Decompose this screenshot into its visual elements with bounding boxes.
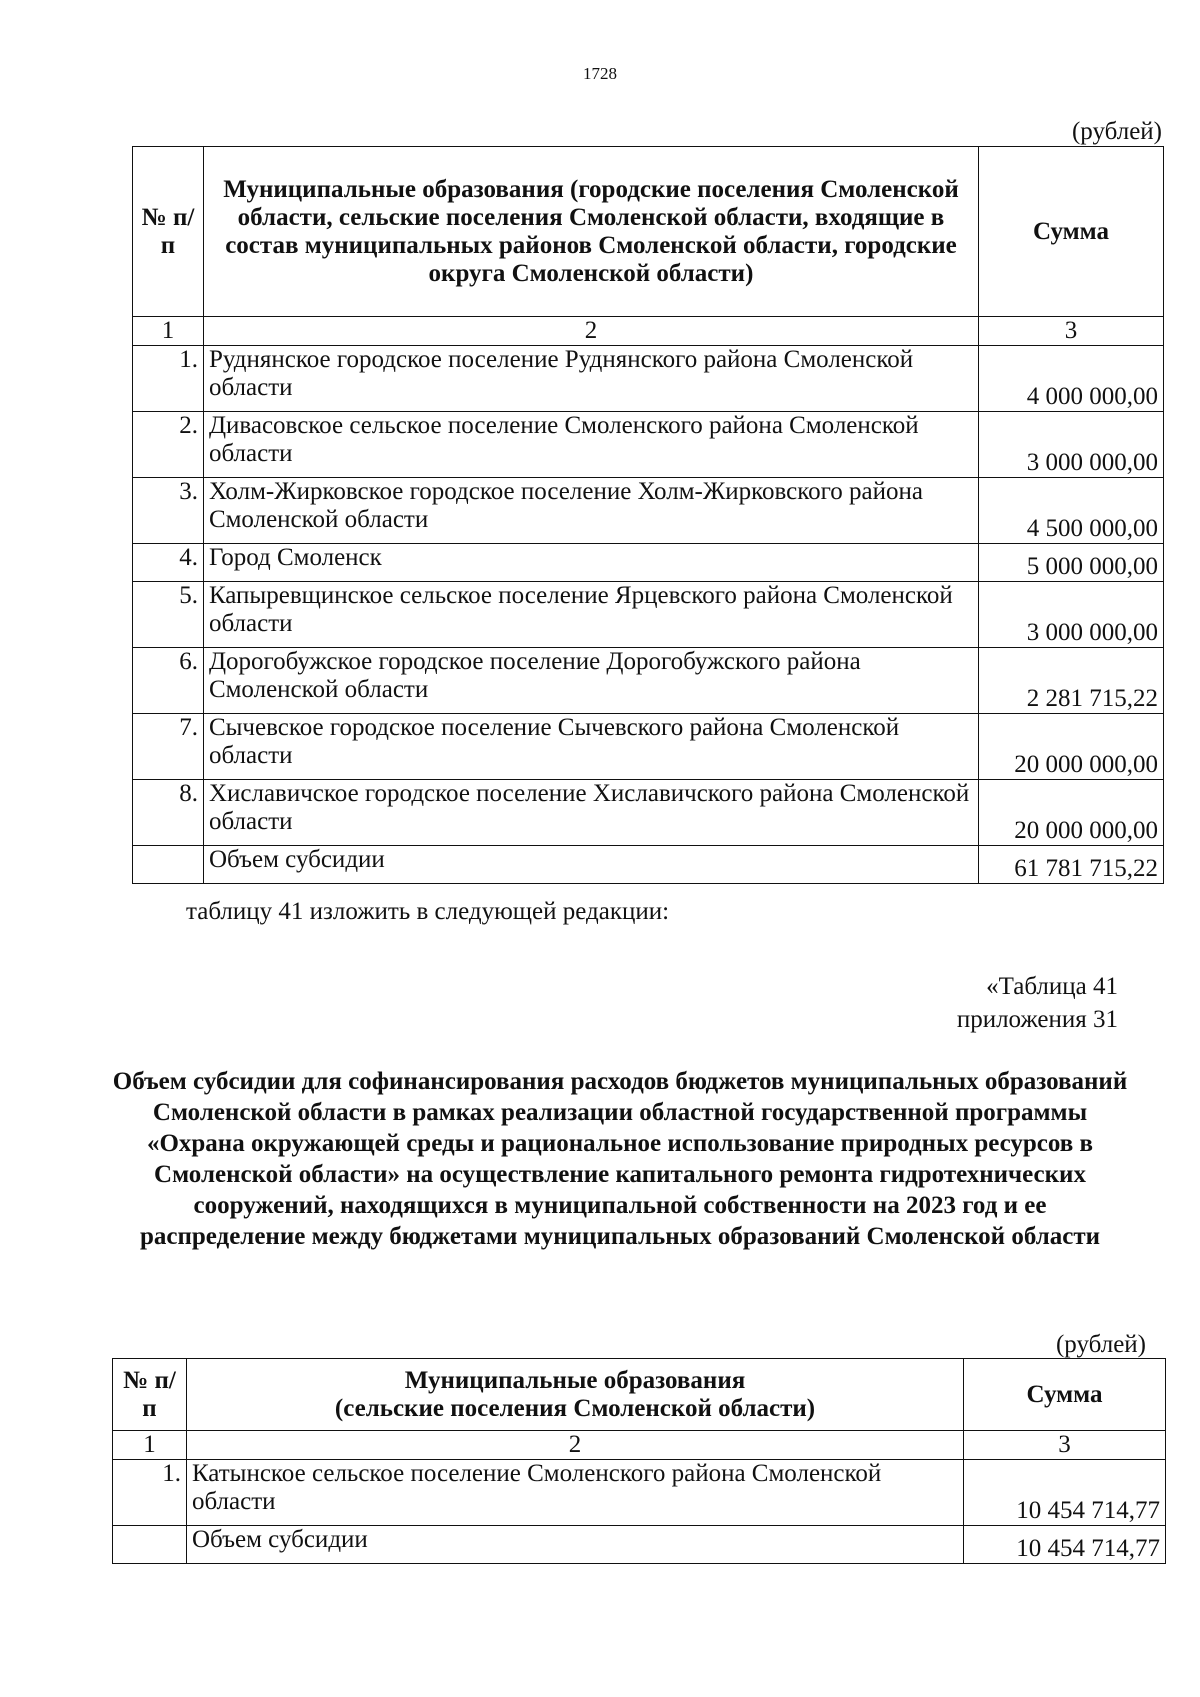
- table1-header-num: № п/п: [133, 147, 204, 317]
- row-number: [133, 846, 204, 884]
- table2-header-name-line: (сельские поселения Смоленской области): [334, 1394, 816, 1422]
- table2-index-cell: 3: [964, 1431, 1166, 1460]
- table1-units: (рублей): [1071, 118, 1162, 145]
- table1-index-cell: 2: [203, 317, 978, 346]
- row-sum: 3 000 000,00: [979, 412, 1164, 478]
- table-row: [133, 582, 1164, 648]
- row-sum: 10 454 714,77: [964, 1460, 1166, 1526]
- row-number: 8.: [133, 780, 204, 846]
- row-name: Холм-Жирковское городское поселение Холм-Жирковского района Смоленской области: [203, 478, 978, 544]
- table2-index-row: [113, 1431, 1166, 1460]
- table-row: [133, 412, 1164, 478]
- row-sum: 20 000 000,00: [979, 780, 1164, 846]
- instruction-text: таблицу 41 изложить в следующей редакции:: [186, 898, 670, 925]
- row-name: Сычевское городское поселение Сычевского района Смоленской области: [203, 714, 978, 780]
- row-sum: 4 500 000,00: [979, 478, 1164, 544]
- table-row: [133, 544, 1164, 582]
- row-sum: 4 000 000,00: [979, 346, 1164, 412]
- table1: [132, 146, 1164, 884]
- table1-header-name: Муниципальные образования (городские поселения Смоленской области, сельские поселения Смоленской области, входящие в состав муниципальных районов Смоленской области, городские округа Смоленской области): [203, 147, 978, 317]
- table-row: [133, 780, 1164, 846]
- row-name: Дивасовское сельское поселение Смоленского района Смоленской области: [203, 412, 978, 478]
- row-number: 2.: [133, 412, 204, 478]
- table-reference-line: приложения 31: [956, 1006, 1118, 1033]
- total-label: Объем субсидии: [203, 846, 978, 884]
- row-number: 1.: [113, 1460, 187, 1526]
- table2-header-sum: Сумма: [964, 1359, 1166, 1431]
- table-row: [133, 346, 1164, 412]
- table2-header-name-line: Муниципальные образования: [404, 1366, 746, 1394]
- table2-header-name: [186, 1359, 963, 1431]
- table2-index-cell: 1: [113, 1431, 187, 1460]
- table-row: [113, 1460, 1166, 1526]
- table-row: [133, 478, 1164, 544]
- table-reference: [957, 970, 1118, 1036]
- table2-units: (рублей): [1055, 1331, 1146, 1358]
- table1-header-sum: Сумма: [979, 147, 1164, 317]
- row-number: [113, 1526, 187, 1564]
- table1-index-cell: 3: [979, 317, 1164, 346]
- row-sum: 20 000 000,00: [979, 714, 1164, 780]
- page-number: 1728: [583, 64, 617, 83]
- row-sum: 2 281 715,22: [979, 648, 1164, 714]
- row-number: 4.: [133, 544, 204, 582]
- row-number: 5.: [133, 582, 204, 648]
- table-row: [133, 648, 1164, 714]
- table2: [112, 1358, 1166, 1564]
- row-number: 7.: [133, 714, 204, 780]
- row-name: Город Смоленск: [203, 544, 978, 582]
- row-name: Капыревщинское сельское поселение Ярцевского района Смоленской области: [203, 582, 978, 648]
- row-number: 6.: [133, 648, 204, 714]
- table2-index-cell: 2: [186, 1431, 963, 1460]
- row-name: Дорогобужское городское поселение Дорогобужского района Смоленской области: [203, 648, 978, 714]
- document-title: Объем субсидии для софинансирования расходов бюджетов муниципальных образований Смоленской области в рамках реализации областной государственной программы «Охрана окружающей среды и рациональное использование природных ресурсов в Смоленской области» на осуществление капитального ремонта гидротехнических сооружений, находящихся в муниципальной собственности на 2023 год и ее распределение между бюджетами муниципальных образований Смоленской области: [112, 1068, 1128, 1250]
- row-name: Руднянское городское поселение Руднянского района Смоленской области: [203, 346, 978, 412]
- table1-index-cell: 1: [133, 317, 204, 346]
- table1-total-row: [133, 846, 1164, 884]
- row-name: Катынское сельское поселение Смоленского района Смоленской области: [186, 1460, 963, 1526]
- total-sum: 61 781 715,22: [979, 846, 1164, 884]
- table2-header-num: № п/п: [113, 1359, 187, 1431]
- total-label: Объем субсидии: [186, 1526, 963, 1564]
- table-reference-line: «Таблица 41: [986, 973, 1118, 1000]
- row-number: 1.: [133, 346, 204, 412]
- row-name: Хиславичское городское поселение Хиславичского района Смоленской области: [203, 780, 978, 846]
- row-sum: 3 000 000,00: [979, 582, 1164, 648]
- row-number: 3.: [133, 478, 204, 544]
- total-sum: 10 454 714,77: [964, 1526, 1166, 1564]
- table2-total-row: [113, 1526, 1166, 1564]
- table-row: [133, 714, 1164, 780]
- table1-index-row: [133, 317, 1164, 346]
- row-sum: 5 000 000,00: [979, 544, 1164, 582]
